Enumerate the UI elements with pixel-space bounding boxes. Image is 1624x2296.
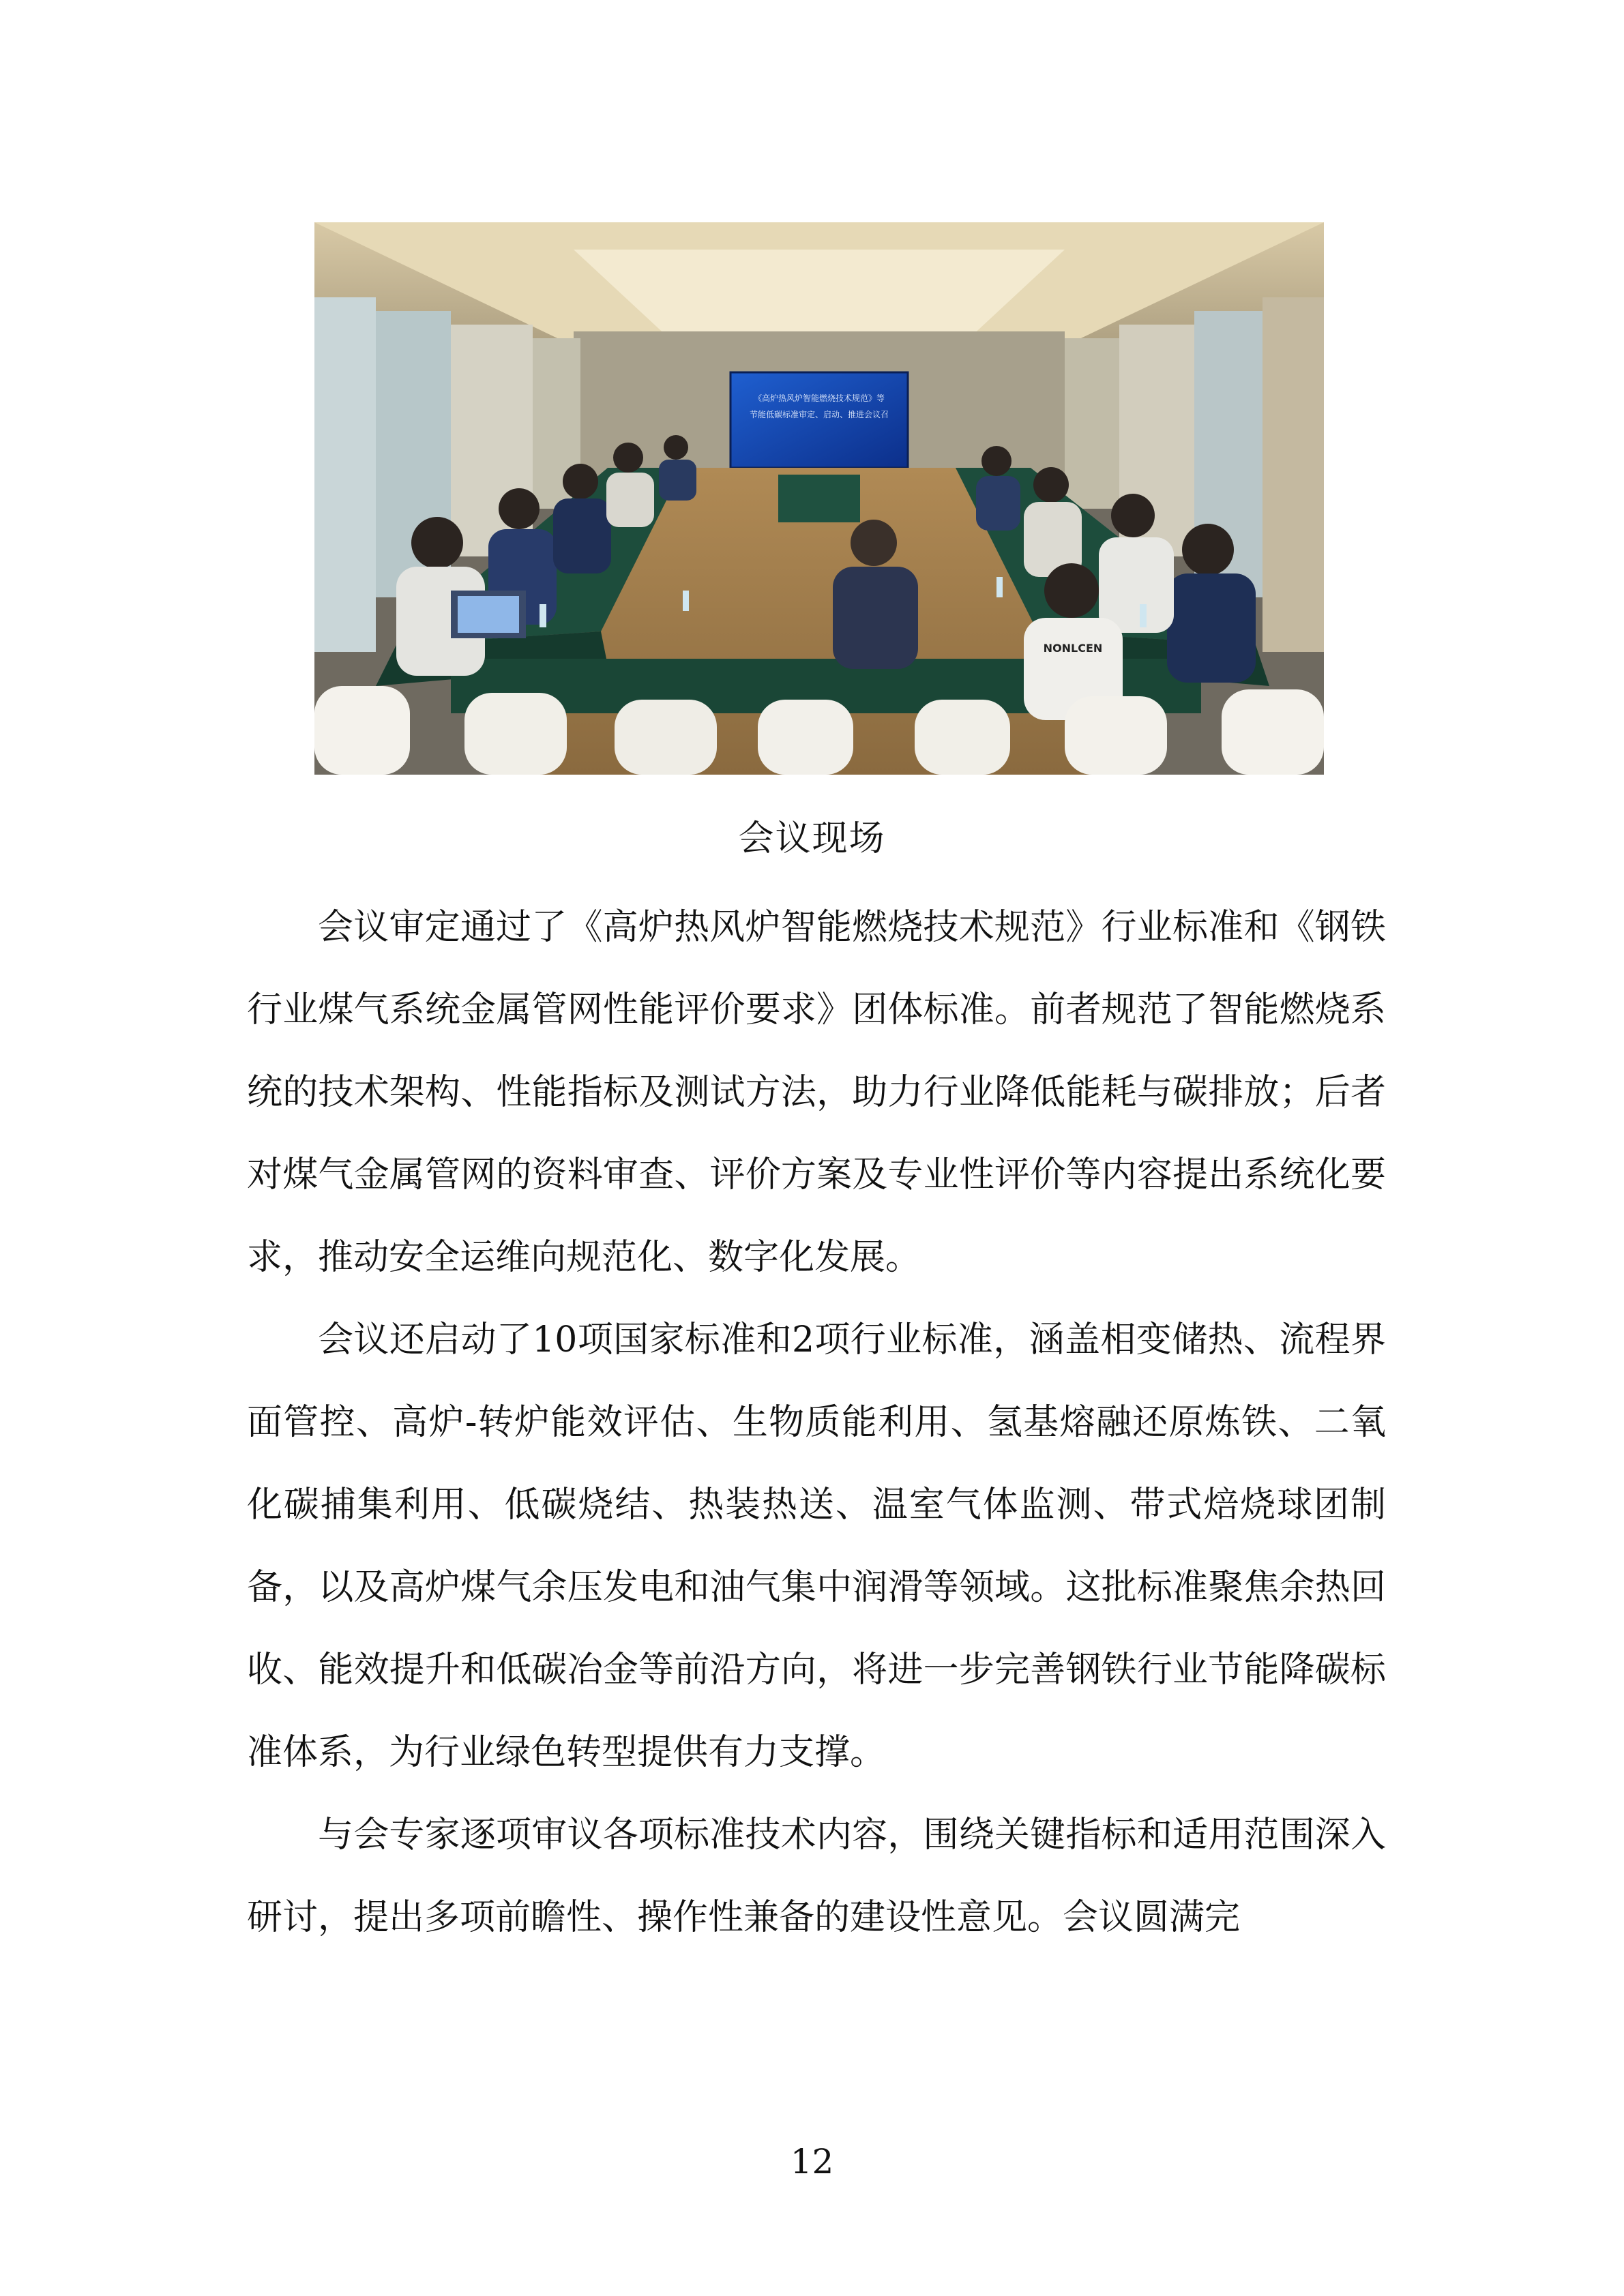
screen-title-line2: 节能低碳标准审定、启动、推进会议召 bbox=[749, 410, 889, 419]
shirt-text: NONLCEN bbox=[1043, 642, 1103, 655]
paragraph-1: 会议审定通过了《高炉热风炉智能燃烧技术规范》行业标准和《钢铁行业煤气系统金属管网性能评价要求》团体标准。前者规范了智能燃烧系统的技术架构、性能指标及测试方法，助力行业降低能耗与碳排放；后者对煤气金属管网的资料审查、评价方案及专业性评价等内容提出系统化要求，推动安全运维向规范化、数字化发展。 bbox=[247, 907, 1386, 1278]
figure-caption: 会议现场 bbox=[738, 818, 886, 859]
page-number: 12 bbox=[790, 2142, 834, 2181]
meeting-photo bbox=[314, 222, 1324, 775]
paragraph-2: 会议还启动了10项国家标准和2项行业标准，涵盖相变储热、流程界面管控、高炉-转炉能效评估、生物质能利用、氢基熔融还原炼铁、二氧化碳捕集利用、低碳烧结、热装热送、温室气体监测、带式焙烧球团制备，以及高炉煤气余压发电和油气集中润滑等领域。这批标准聚焦余热回收、能效提升和低碳冶金等前沿方向，将进一步完善钢铁行业节能降碳标准体系，为行业绿色转型提供有力支撑。 bbox=[247, 1320, 1386, 1773]
body-text bbox=[247, 886, 1386, 1959]
paragraph-3: 与会专家逐项审议各项标准技术内容，围绕关键指标和适用范围深入研讨，提出多项前瞻性、操作性兼备的建设性意见。会议圆满完 bbox=[247, 1815, 1386, 1938]
screen-title-line1: 《高炉热风炉智能燃烧技术规范》等 bbox=[753, 393, 885, 403]
meeting-room-illustration bbox=[314, 222, 1324, 775]
